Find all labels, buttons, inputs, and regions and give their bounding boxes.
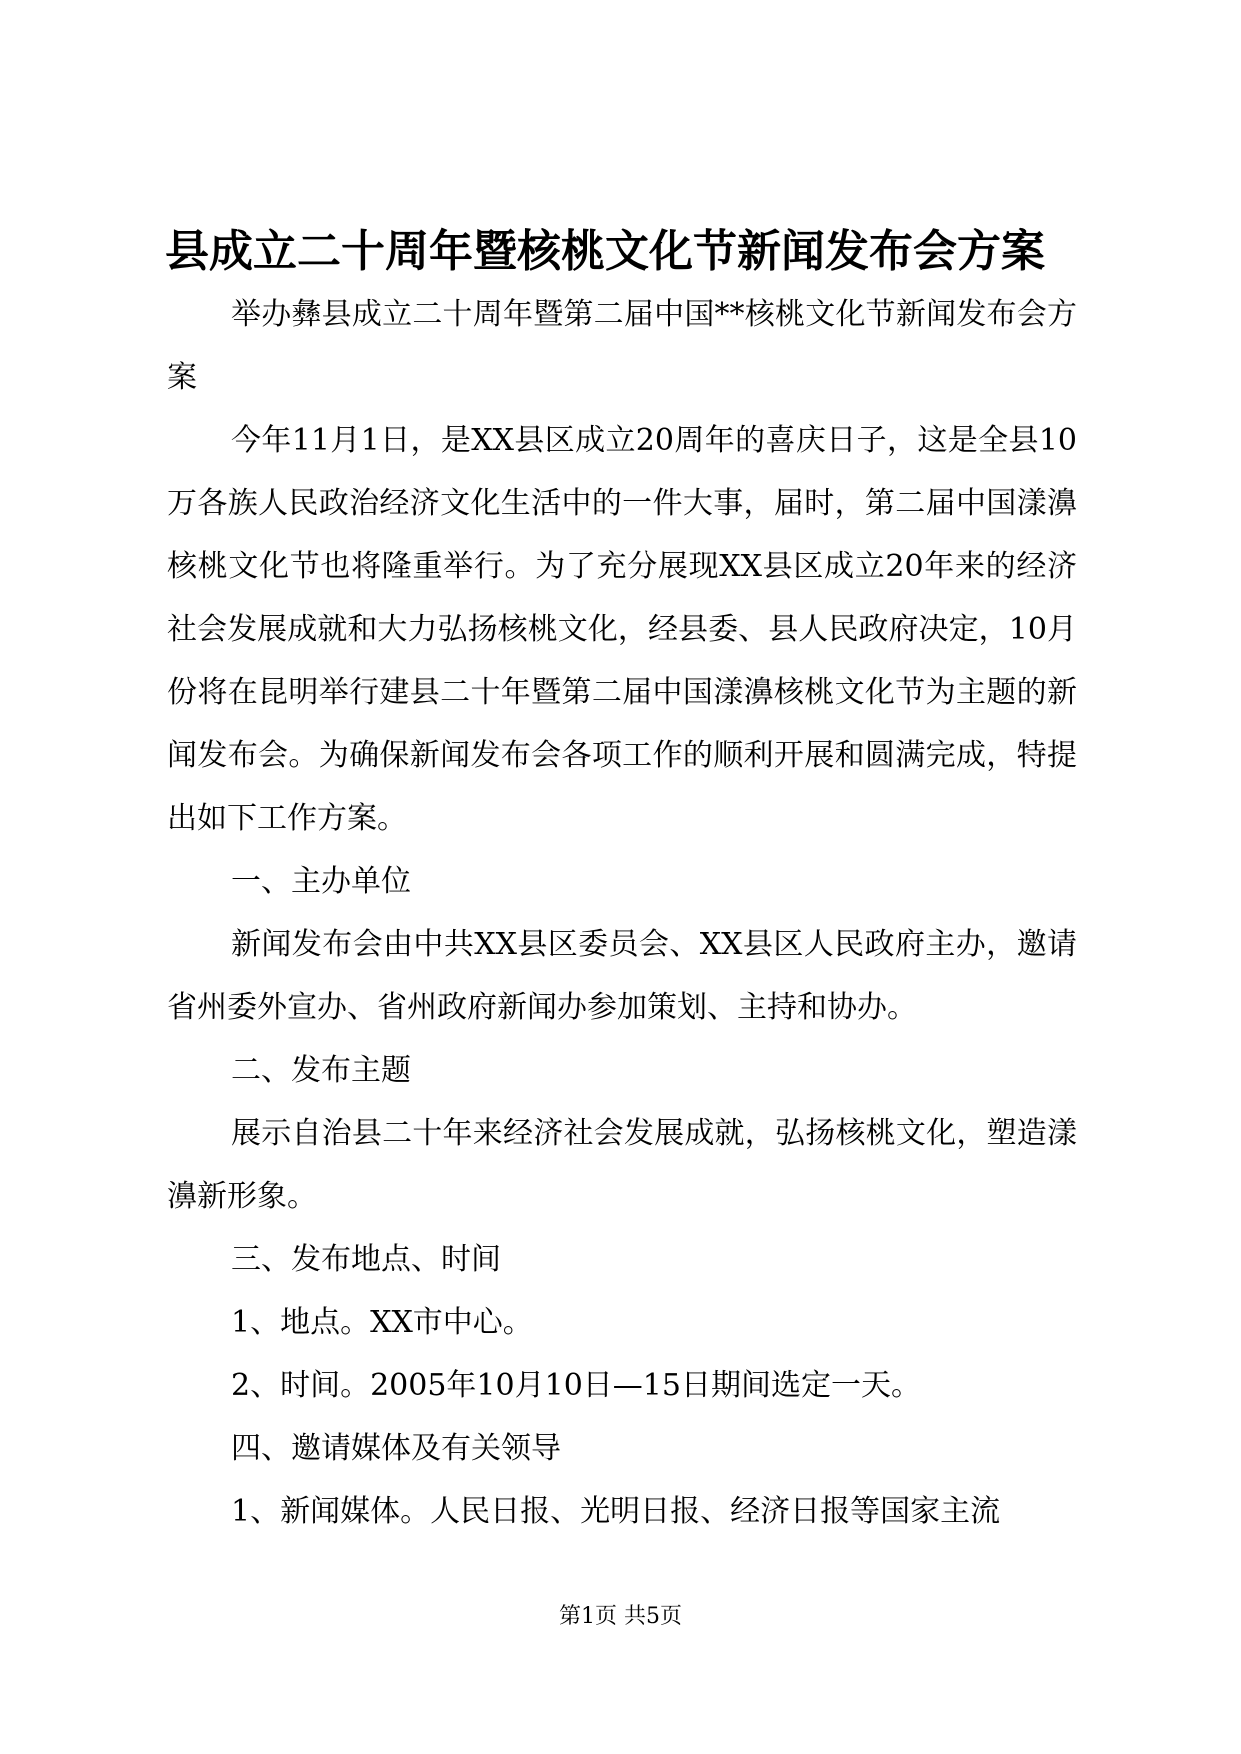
section-heading-media: 四、邀请媒体及有关领导	[231, 1431, 561, 1466]
list-item-venue: 1、地点。XX市中心。	[231, 1305, 533, 1340]
document-title: 县成立二十周年暨核桃文化节新闻发布会方案	[165, 226, 1045, 277]
document-body	[167, 283, 1077, 1543]
list-item-media: 1、新闻媒体。人民日报、光明日报、经济日报等国家主流	[231, 1494, 1001, 1529]
section-heading-organizer: 一、主办单位	[231, 864, 411, 899]
paragraph-organizer: 新闻发布会由中共XX县区委员会、XX县区人民政府主办，邀请省州委外宣办、省州政府新闻办参加策划、主持和协办。	[167, 927, 1077, 1025]
paragraph-subtitle: 举办彝县成立二十周年暨第二届中国**核桃文化节新闻发布会方案	[167, 297, 1077, 395]
section-heading-theme: 二、发布主题	[231, 1053, 411, 1088]
section-heading-venue-time: 三、发布地点、时间	[231, 1242, 501, 1277]
list-item-time: 2、时间。2005年10月10日—15日期间选定一天。	[231, 1368, 921, 1403]
paragraph-theme: 展示自治县二十年来经济社会发展成就，弘扬核桃文化，塑造漾濞新形象。	[167, 1116, 1077, 1214]
page-footer: 第1页 共5页	[559, 1604, 682, 1629]
paragraph-intro: 今年11月1日，是XX县区成立20周年的喜庆日子，这是全县10万各族人民政治经济文化生活中的一件大事，届时，第二届中国漾濞核桃文化节也将隆重举行。为了充分展现XX县区成立20年来的经济社会发展成就和大力弘扬核桃文化，经县委、县人民政府决定，10月份将在昆明举行建县二十年暨第二届中国漾濞核桃文化节为主题的新闻发布会。为确保新闻发布会各项工作的顺利开展和圆满完成，特提出如下工作方案。	[167, 423, 1077, 836]
